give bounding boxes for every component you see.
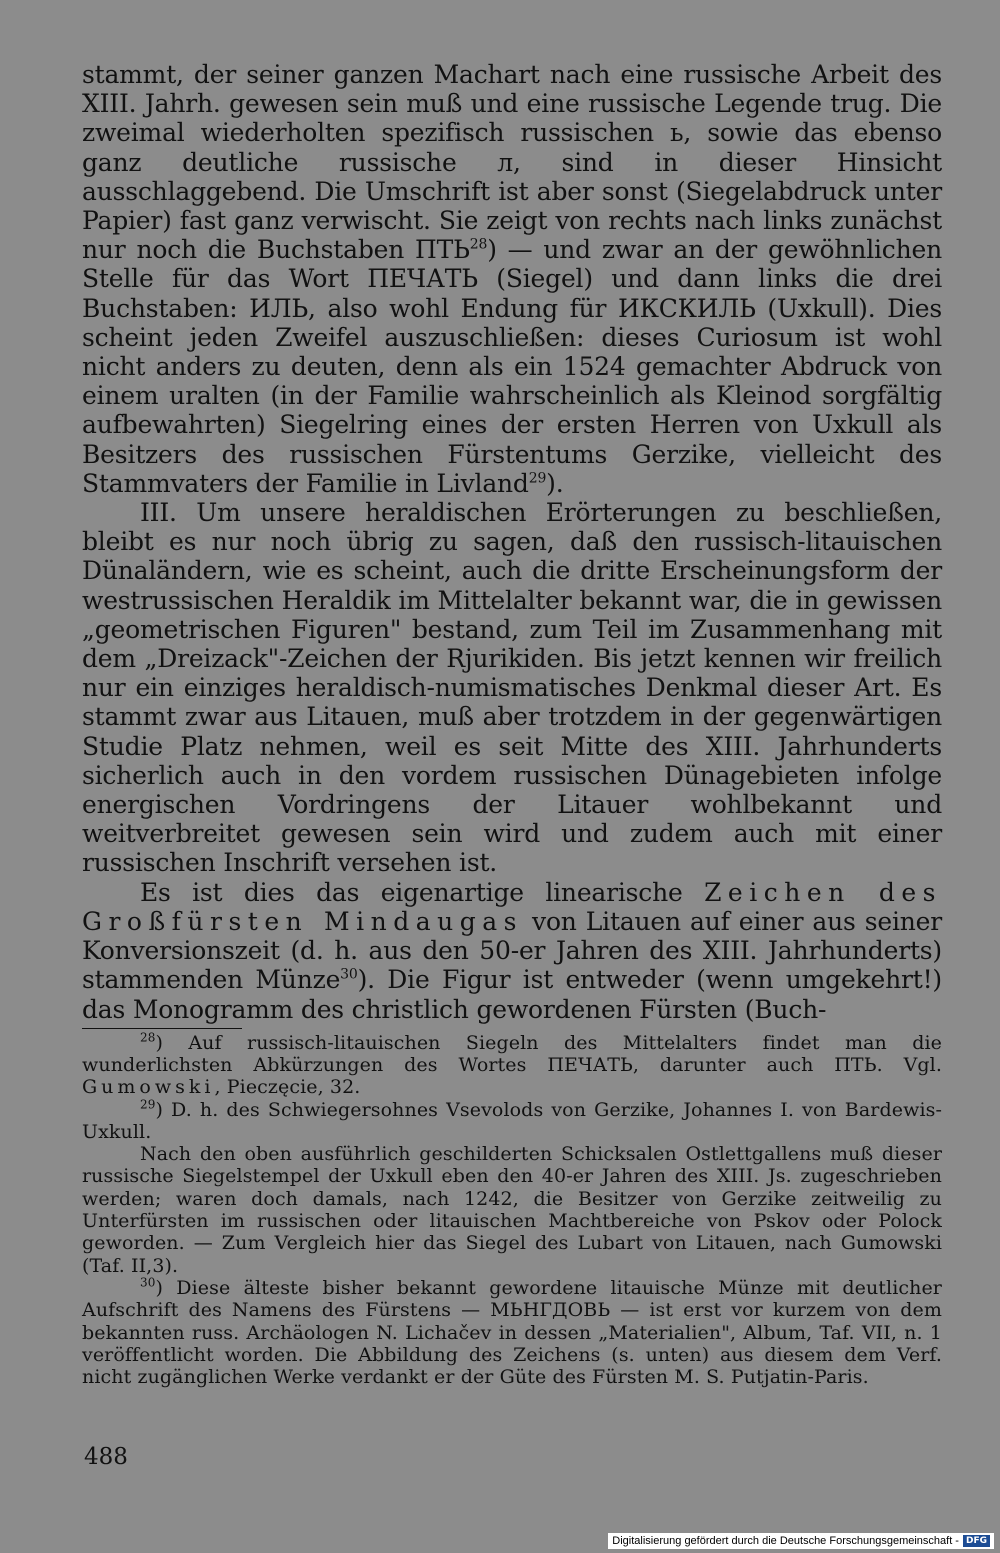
paragraph-2: III. Um unsere heraldischen Erörterungen zu beschließen, bleibt es nur noch übrig zu sagen, daß den russisch-litauischen Dünaländern, wie es scheint, auch die dritte Erscheinungsform der westrussischen Heraldik im Mittelalter bekannt war, die in gewissen „geometrischen Figuren" bestand, zum Teil im Zusammenhang mit dem „Dreizack"-Zeichen der Rjurikiden. Bis jetzt kennen wir freilich nur ein einziges heraldisch-numismatisches Denkmal dieser Art. Es stammt zwar aus Litauen, muß aber trotzdem in der gegenwärtigen Studie Platz nehmen, weil es seit Mitte des XIII. Jahrhunderts sicherlich auch in den vordem russischen Dünagebieten infolge energischen Vordringens der Litauer wohlbekannt und weitverbreitet gewesen sein wird und zudem auch mit einer russischen Inschrift versehen ist. xyxy=(82,498,942,878)
footnote-30-number: 30 xyxy=(140,1275,156,1290)
footnotes xyxy=(82,1032,942,1389)
footnote-28-number: 28 xyxy=(140,1030,156,1045)
footnote-28-author: Gumowski xyxy=(82,1076,215,1099)
credit-text: Digitalisierung gefördert durch die Deutsche Forschungsgemeinschaft - xyxy=(612,1535,959,1547)
footnote-ref-28: 28 xyxy=(469,236,488,253)
paragraph-1-text: stammt, der seiner ganzen Machart nach eine russische Arbeit des XIII. Jahrh. gewesen sein muß und eine russische Legende trug. Die zweimal wiederholten spezifisch russischen ь, sowie das ebenso ganz deutliche russische л, sind in dieser Hinsicht ausschlaggebend. Die Umschrift ist aber sonst (Siegelabdruck unter Papier) fast ganz verwischt. Sie zeigt von rechts nach links zunächst nur noch die Buchstaben ПТЬ xyxy=(82,60,942,265)
main-text xyxy=(82,60,942,1024)
footnote-ref-30: 30 xyxy=(340,966,358,983)
page-number: 488 xyxy=(84,1444,128,1470)
footnote-28-text: ) Auf russisch-litauischen Siegeln des Mittelalters findet man die wunderlichsten Abkürzungen des Wortes ПЕЧАТЬ, darunter auch ПТЬ. Vgl. xyxy=(82,1031,942,1076)
footnote-divider xyxy=(82,1028,242,1029)
paragraph-1 xyxy=(82,60,942,498)
dfg-logo: DFG xyxy=(963,1535,990,1547)
footnote-29 xyxy=(82,1099,942,1144)
page-content xyxy=(82,60,942,1388)
footnote-30-text: ) Diese älteste bisher bekannt gewordene litauische Münze mit deutlicher Aufschrift des Namens des Fürstens — МЬНГДОВЬ — ist erst vor kurzem von dem bekannten russ. Archäologen N. Lichačev in dessen „Materialien", Album, Taf. VII, n. 1 veröffentlicht worden. Die Abbildung des Zeichens (s. unten) aus diesem dem Verf. nicht zugänglichen Werke verdankt er der Güte des Fürsten M. S. Putjatin-Paris. xyxy=(82,1276,942,1389)
footnote-29-continuation: Nach den oben ausführlich geschilderten Schicksalen Ostlettgallens muß dieser russische Siegelstempel der Uxkull eben den 40-er Jahren des XIII. Js. zugeschrieben werden; waren doch damals, nach 1242, die Besitzer von Gerzike zeitweilig zu Unterfürsten im russischen oder litauischen Machtbereiche von Pskov oder Polock geworden. — Zum Vergleich hier das Siegel des Lubart von Litauen, nach Gumowski (Taf. II,3). xyxy=(82,1143,942,1277)
paragraph-3 xyxy=(82,878,942,1024)
footnote-29-text: ) D. h. des Schwiegersohnes Vsevolods von Gerzike, Johannes I. von Bardewis-Uxkull. xyxy=(82,1098,942,1143)
paragraph-3-text-c: ). Die Figur ist entweder (wenn umgekehrt!) das Monogramm des christlich gewordenen Fürsten (Buch- xyxy=(82,965,942,1024)
paragraph-3-text-b: von Litauen auf einer aus seiner Konversionszeit (d. h. aus den 50-er Jahren des XIII. Jahrhunderts) stammenden Münze xyxy=(82,906,942,995)
paragraph-3-text: Es ist dies das eigenartige linearische xyxy=(140,877,705,907)
paragraph-1-text-c: ). xyxy=(546,468,564,498)
digitization-credit xyxy=(608,1533,994,1549)
spaced-emphasis: Zeichen des Großfürsten Mindaugas xyxy=(82,877,942,936)
footnote-29-number: 29 xyxy=(140,1097,156,1112)
footnote-30 xyxy=(82,1277,942,1388)
footnote-ref-29: 29 xyxy=(528,470,547,487)
footnote-28 xyxy=(82,1032,942,1099)
footnote-28-end: , Pieczęcie, 32. xyxy=(214,1076,361,1099)
paragraph-1-text-b: ) — und zwar an der gewöhnlichen Stelle für das Wort ПЕЧАТЬ (Siegel) und dann links die drei Buchstaben: ИЛЬ, also wohl Endung für ИКСКИЛЬ (Uxkull). Dies scheint jeden Zweifel auszuschließen: dieses Curiosum ist wohl nicht anders zu deuten, denn als ein 1524 gemachter Abdruck von einem uralten (in der Familie wahrscheinlich als Kleinod sorgfältig aufbewahrten) Siegelring eines der ersten Herren von Uxkull als Besitzers des russischen Fürstentums Gerzike, vielleicht des Stammvaters der Familie in Livland xyxy=(82,235,942,498)
